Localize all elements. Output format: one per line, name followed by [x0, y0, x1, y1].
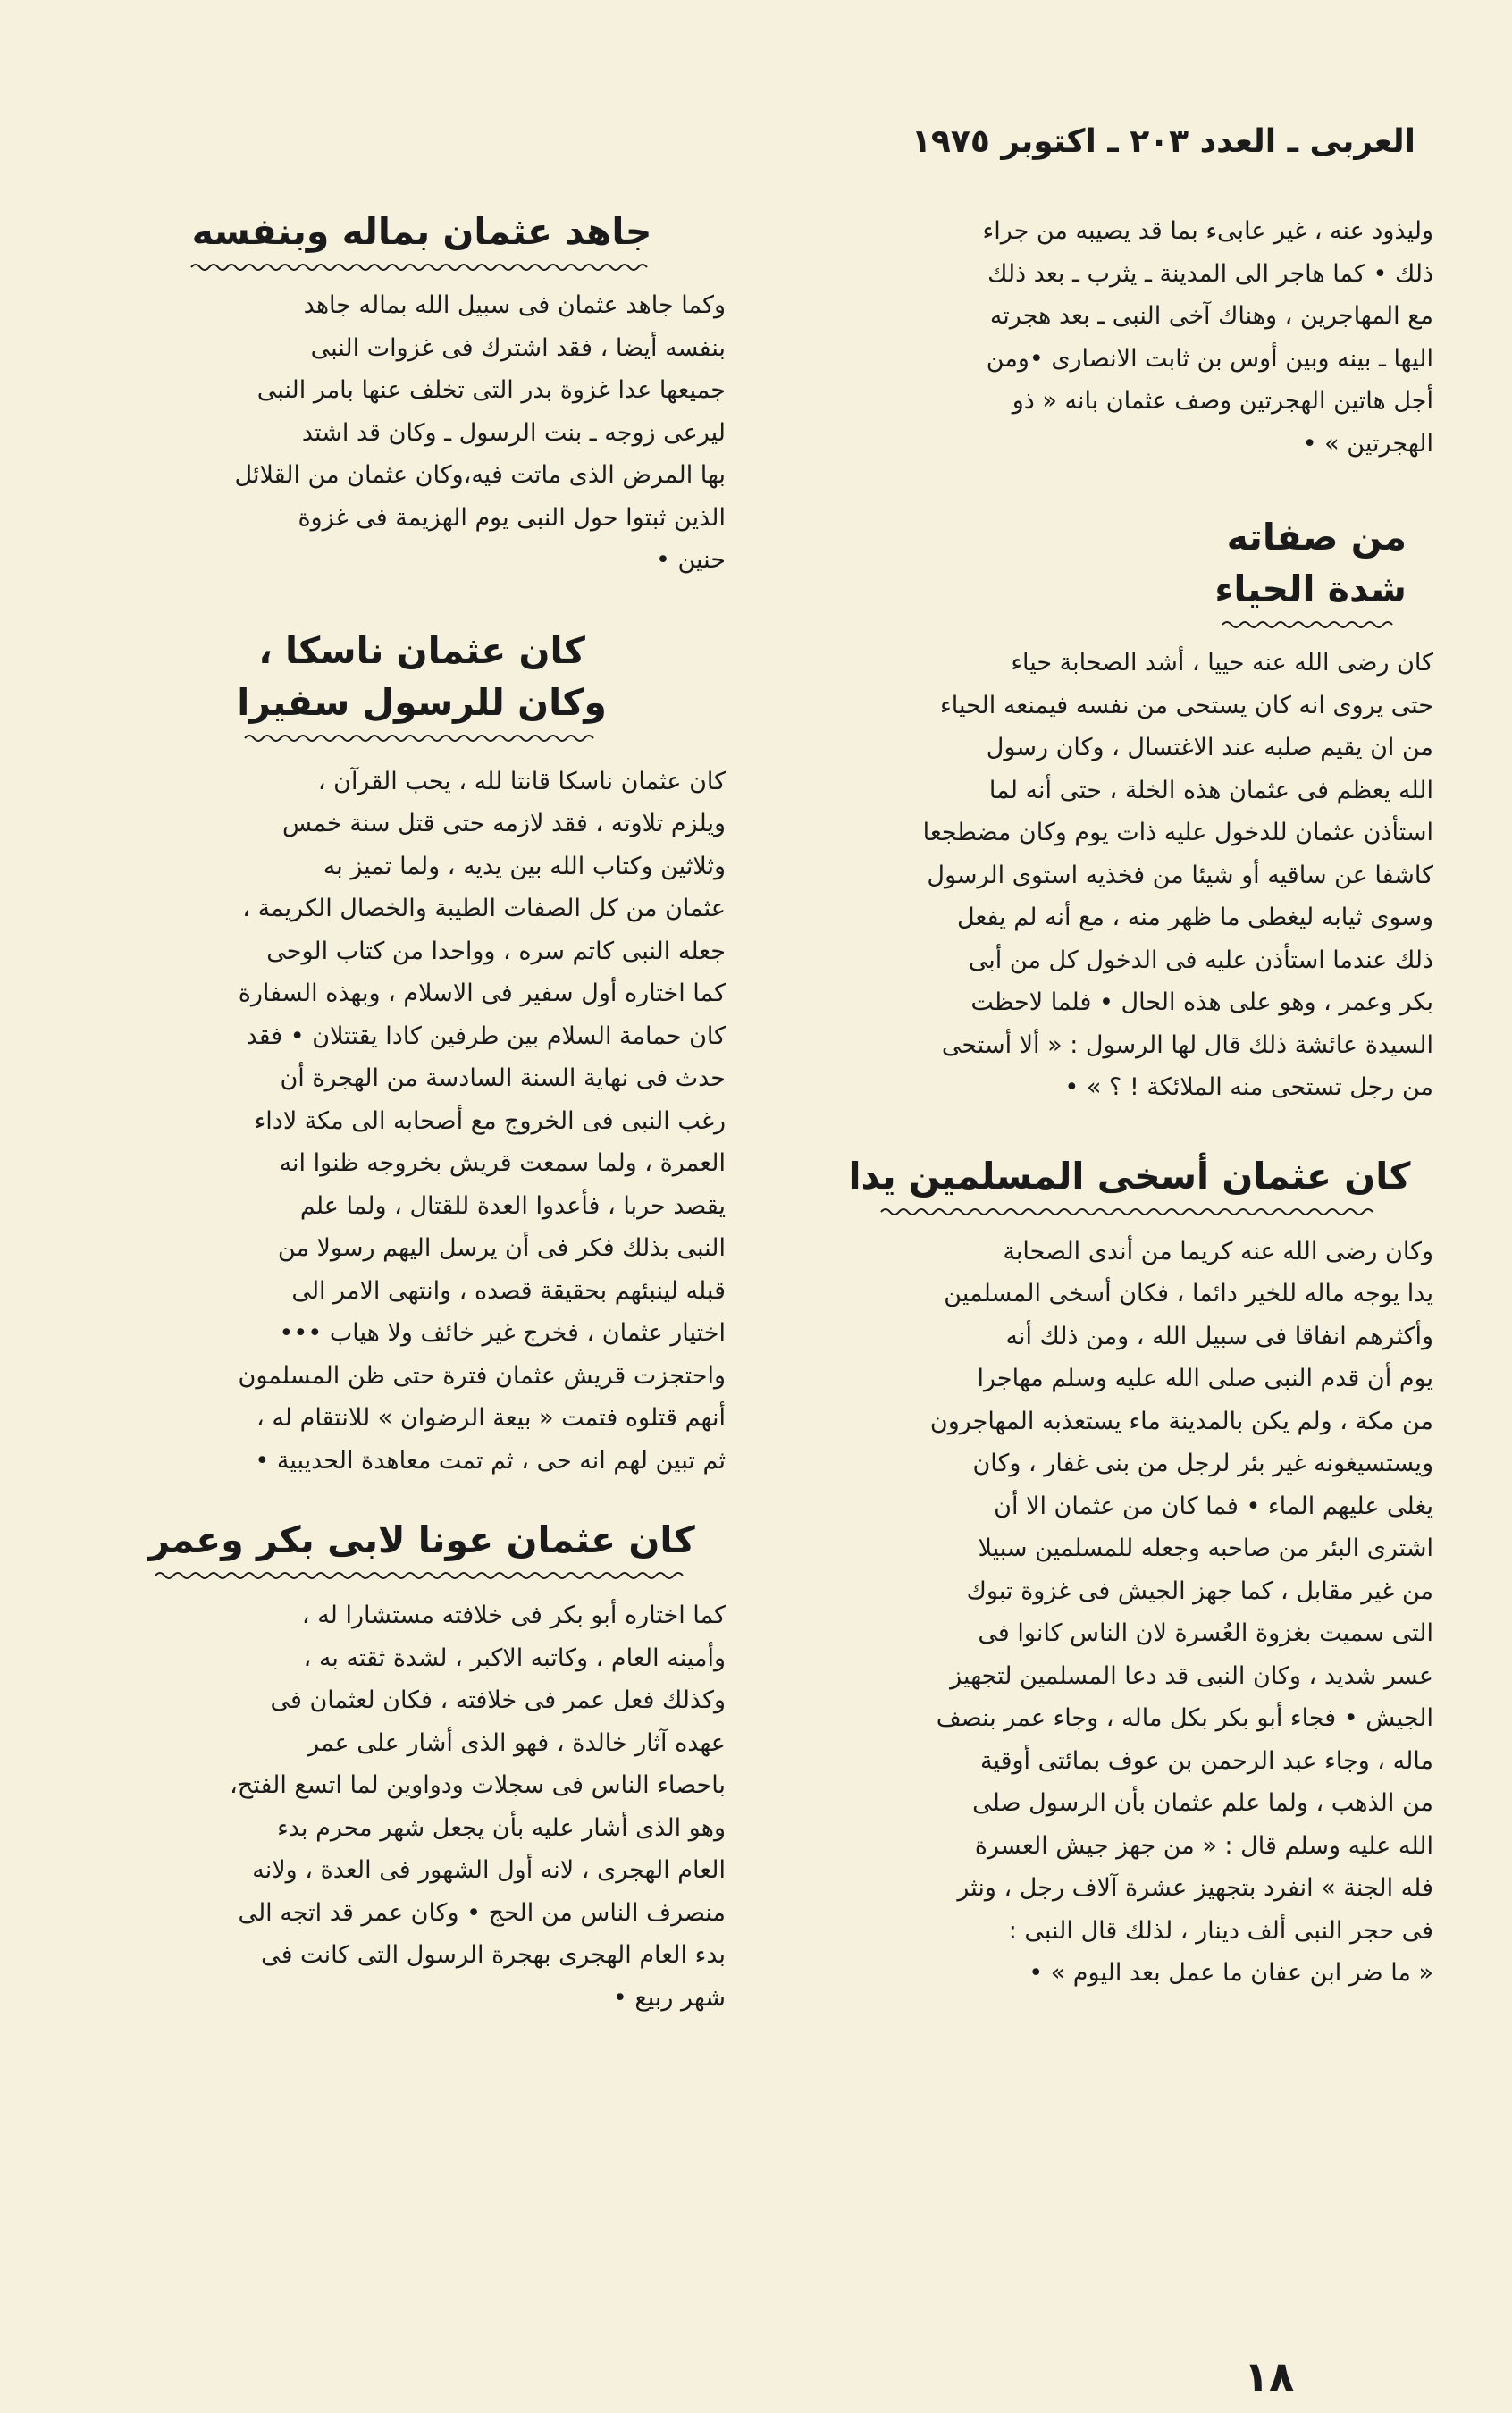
decorative-underline	[879, 1206, 1380, 1218]
page-number: ١٨	[1244, 2352, 1295, 2400]
decorative-underline	[1221, 618, 1399, 631]
paragraph: كما اختاره أبو بكر فى خلافته مستشارا له ، وأمينه العام ، وكاتبه الاكبر ، لشدة ثقته به ، وكذلك فعل عمر فى خلافته ، فكان لعثمان فى عهده آثار خالدة ، فهو الذى أشار على عمر باحصاء الناس فى سجلات ودواوين لما اتسع الفتح، وهو الذى أشار عليه بأن يجعل شهر محرم بدء العام الهجرى ، لانه أول الشهور فى العدة ، ولانه منصرف الناس من الحج • وكان عمر قد اتجه الى بدء العام الهجرى بهجرة الرسول التى كانت فى شهر ربيع •	[230, 1602, 726, 2012]
heading-line: كان عثمان ناسكا ،	[258, 628, 585, 672]
section-heading-ascetic	[118, 625, 726, 744]
section-heading-generosity	[826, 1150, 1433, 1218]
paragraph: وكما جاهد عثمان فى سبيل الله بماله جاهد بنفسه أيضا ، فقد اشترك فى غزوات النبى جميعها عدا غزوة بدر التى تخلف عنها بامر النبى ليرعى زوجه ـ بنت الرسول ـ وكان قد اشتد بها المرض الذى ماتت فيه،وكان عثمان من القلائل الذين ثبتوا حول النبى يوم الهزيمة فى غزوة حنين •	[234, 291, 726, 574]
heading-line: شدة الحياء	[1214, 568, 1407, 610]
left-column	[118, 206, 726, 2019]
section-heading-jihad	[118, 206, 726, 273]
running-head: العربى ـ العدد ٢٠٣ ـ اكتوبر ١٩٧٥	[911, 123, 1415, 160]
heading-line: وكان للرسول سفيرا	[237, 680, 607, 724]
paragraph: كان عثمان ناسكا قانتا لله ، يحب القرآن ، ويلزم تلاوته ، فقد لازمه حتى قتل سنة خمس وثلاثين وكتاب الله بين يديه ، ولما تميز به عثمان من كل الصفات الطيبة والخصال الكريمة ، جعله النبى كاتم سره ، وواحدا من كتاب الوحى كما اختاره أول سفير فى الاسلام ، وبهذه السفارة كان حمامة السلام بين طرفين كادا يقتتلان • فقد حدث فى نهاية السنة السادسة من الهجرة أن رغب النبى فى الخروج مع أصحابه الى مكة لاداء العمرة ، ولما سمعت قريش بخروجه ظنوا انه يقصد حربا ، فأعدوا العدة للقتال ، ولما علم النبى بذلك فكر فى أن يرسل اليهم رسولا من قبله لينبئهم بحقيقة قصده ، وانتهى الامر الى اختيار عثمان ، فخرج غير خائف ولا هياب ••• واحتجزت قريش عثمان فترة حتى ظن المسلمون أنهم قتلوه فتمت « بيعة الرضوان » للانتقام له ، ثم تبين لهم انه حى ، ثم تمت معاهدة الحديبية •	[238, 767, 726, 1475]
decorative-underline	[243, 732, 601, 744]
paragraph: وكان رضى الله عنه كريما من أندى الصحابة يدا يوجه ماله للخير دائما ، فكان أسخى المسلمين وأكثرهم انفاقا فى سبيل الله ، ومن ذلك أنه يوم أن قدم النبى صلى الله عليه وسلم مهاجرا من مكة ، ولم يكن بالمدينة ماء يستعذبه المهاجرون ويستسيغونه غير بئر لرجل من بنى غفار ، وكان يغلى عليهم الماء • فما كان من عثمان الا أن اشترى البئر من صاحبه وجعله للمسلمين سبيلا من غير مقابل ، كما جهز الجيش فى غزوة تبوك التى سميت بغزوة العُسرة لان الناس كانوا فى عسر شديد ، وكان النبى قد دعا المسلمين لتجهيز الجيش • فجاء أبو بكر بكل ماله ، وجاء عمر بنصف ماله ، وجاء عبد الرحمن بن عوف بمائتى أوقية من الذهب ، ولما علم عثمان بأن الرسول صلى الله عليه وسلم قال : « من جهز جيش العسرة فله الجنة » انفرد بتجهيز عشرة آلاف رجل ، ونثر فى حجر النبى ألف دينار ، لذلك قال النبى : « ما ضر ابن عفان ما عمل بعد اليوم » •	[929, 1237, 1433, 1987]
right-column	[826, 210, 1433, 1995]
heading-line: كان عثمان عونا لابى بكر وعمر	[148, 1518, 695, 1561]
decorative-underline	[154, 1569, 690, 1582]
section-heading-aide	[118, 1514, 726, 1582]
paragraph: كان رضى الله عنه حييا ، أشد الصحابة حياء حتى يروى انه كان يستحى من نفسه فيمنعه الحياء من ان يقيم صلبه عند الاغتسال ، وكان رسول الله يعظم فى عثمان هذه الخلة ، حتى أنه لما استأذن عثمان للدخول عليه ذات يوم وكان مضطجعا كاشفا عن ساقيه أو شيئا من فخذيه استوى الرسول وسوى ثيابه ليغطى ما ظهر منه ، مع أنه لم يفعل ذلك عندما استأذن عليه فى الدخول كل من أبى بكر وعمر ، وهو على هذه الحال • فلما لاحظت السيدة عائشة ذلك قال لها الرسول : « ألا أستحى من رجل تستحى منه الملائكة ! ؟ » •	[922, 649, 1433, 1101]
decorative-underline	[189, 261, 654, 273]
heading-line: جاهد عثمان بماله وبنفسه	[191, 210, 652, 253]
paragraph: وليذود عنه ، غير عابىء بما قد يصيبه من جراء ذلك • كما هاجر الى المدينة ـ يثرب ـ بعد ذلك مع المهاجرين ، وهناك آخى النبى ـ بعد هجرته اليها ـ بينه وبين أوس بن ثابت الانصارى •ومن أجل هاتين الهجرتين وصف عثمان بانه « ذو الهجرتين » •	[982, 217, 1433, 458]
section-heading-traits	[826, 511, 1433, 631]
heading-line: من صفاته	[1226, 516, 1407, 559]
heading-line: كان عثمان أسخى المسلمين يدا	[848, 1154, 1411, 1198]
